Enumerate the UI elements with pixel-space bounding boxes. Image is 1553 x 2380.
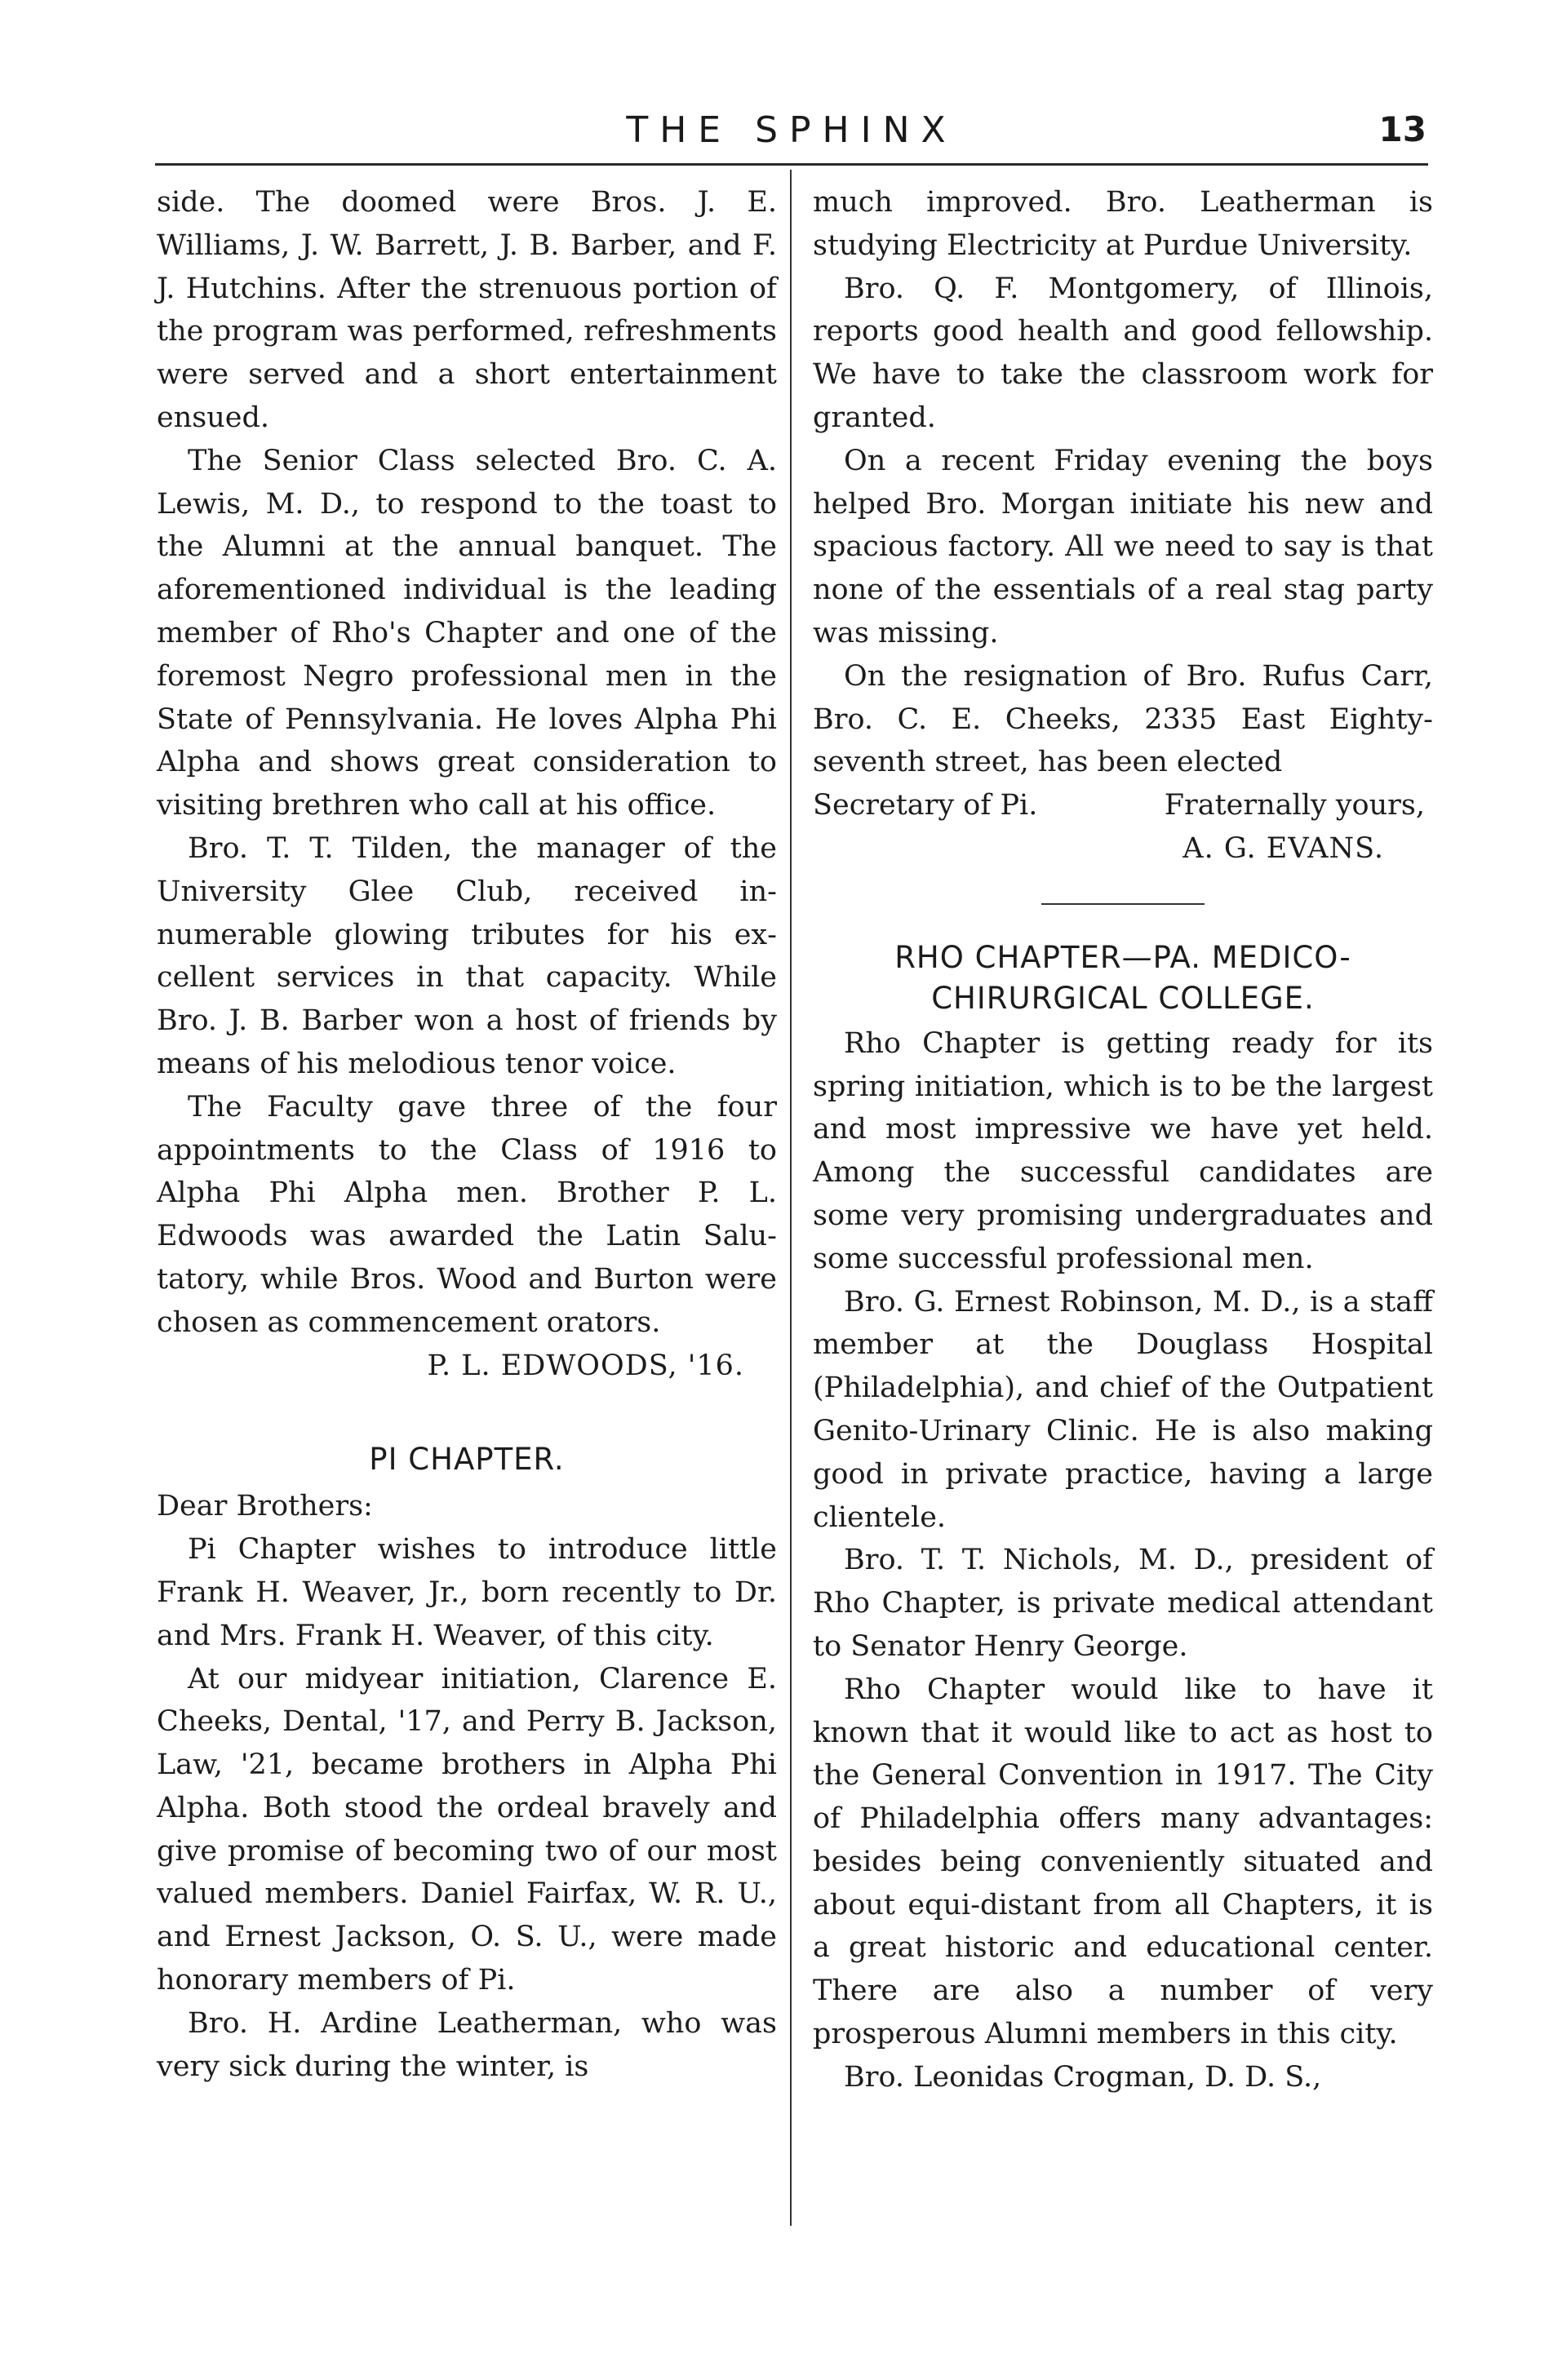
running-title: THE SPHINX	[626, 109, 957, 151]
header-rule	[155, 163, 1428, 166]
paragraph: Bro. T. T. Nichols, M. D., president of Rho Chapter, is private medical attendant to Senator Henry George.	[813, 1544, 1433, 1663]
closing-line	[813, 784, 1433, 827]
paragraph: Bro. Q. F. Montgomery, of Illinois, reports good health and good fellowship. We have to take the classroom work for granted.	[813, 272, 1433, 434]
paragraph: Bro. G. Ernest Robinson, M. D., is a staff member at the Douglass Hospital (Philadelphia), and chief of the Outpatient Genito-Urinary Clinic. He is also making good in private practice, having a large clientele.	[813, 1285, 1433, 1534]
closing-left: Secretary of Pi.	[813, 789, 1038, 822]
paragraph: At our midyear initiation, Clarence E. Cheeks, Dental, '17, and Perry B. Jackson, Law, '21, became brothers in Alpha Phi Alpha. Both stood the ordeal bravely and give promise of becoming two of our most valued members. Daniel Fairfax, W. R. U., and Ernest Jackson, O. S. U., were made honorary members of Pi.	[157, 1662, 777, 1997]
section-heading-pi: PI CHAPTER.	[369, 1442, 565, 1478]
paragraph: On a recent Friday evening the boys helped Bro. Morgan initiate his new and spacious factory. All we need to say is that none of the essentials of a real stag party was missing.	[813, 444, 1433, 649]
paragraph: Pi Chapter wishes to introduce little Frank H. Weaver, Jr., born recently to Dr. and Mrs. Frank H. Weaver, of this city.	[157, 1533, 777, 1652]
paragraph: The Senior Class selected Bro. C. A. Lewis, M. D., to respond to the toast to the Alumni at the annual banquet. The aforementioned individual is the leading member of Rho's Chapter and one of the foremost Negro professional men in the State of Pennsylvania. He loves Alpha Phi Alpha and shows great consideration to visiting brethren who call at his office.	[157, 444, 777, 822]
paragraph: Bro. H. Ardine Leatherman, who was very sick during the winter, is	[157, 2006, 777, 2083]
paragraph: The Faculty gave three of the four appointments to the Class of 1916 to Alpha Phi Alpha men. Brother P. L. Edwoods was awarded the Latin Salutatory, while Bros. Wood and Burton were chosen as commencement orators.	[157, 1090, 777, 1339]
signature: P. L. EDWOODS, '16.	[427, 1349, 744, 1382]
paragraph: side. The doomed were Bros. J. E. Williams, J. W. Barrett, J. B. Barber, and F. J. Hutchins. After the strenuous portion of the program was performed, refreshments were served and a short entertainment ensued.	[157, 186, 777, 434]
paragraph: Bro. Leonidas Crogman, D. D. S.,	[844, 2060, 1322, 2094]
salutation: Dear Brothers:	[157, 1490, 373, 1523]
section-heading-rho-line2: CHIRURGICAL COLLEGE.	[931, 980, 1315, 1016]
closing-right: Fraternally yours,	[1164, 789, 1425, 822]
left-column	[157, 181, 777, 2088]
paragraph: Rho Chapter is getting ready for its spring initiation, which is to be the largest and most impressive we have yet held. Among the successful candidates are some very promising undergraduates and some successful professional men.	[813, 1026, 1433, 1275]
column-divider	[790, 170, 792, 2226]
section-heading-rho-line1: RHO CHAPTER—PA. MEDICO-	[894, 939, 1351, 975]
page-header	[155, 106, 1428, 163]
paragraph: Bro. T. T. Tilden, the manager of the University Glee Club, received innumerable glowing tributes for his excellent services in that capacity. While Bro. J. B. Barber won a host of friends by means of his melodious tenor voice.	[157, 831, 777, 1080]
signature: A. G. EVANS.	[1182, 831, 1384, 865]
paragraph: much improved. Bro. Leatherman is studying Electricity at Purdue University.	[813, 186, 1433, 262]
page-number: 13	[1378, 109, 1427, 149]
paragraph: Rho Chapter would like to have it known that it would like to act as host to the General Convention in 1917. The City of Philadelphia offers many advantages: besides being conveniently situated and about equi-distant from all Chapters, it is a great historic and educational center. There are also a number of very prosperous Alumni members in this city.	[813, 1673, 1433, 2051]
paragraph: On the resignation of Bro. Rufus Carr, Bro. C. E. Cheeks, 2335 East Eighty-seventh street, has been elected	[813, 659, 1433, 779]
right-column	[813, 181, 1433, 2099]
